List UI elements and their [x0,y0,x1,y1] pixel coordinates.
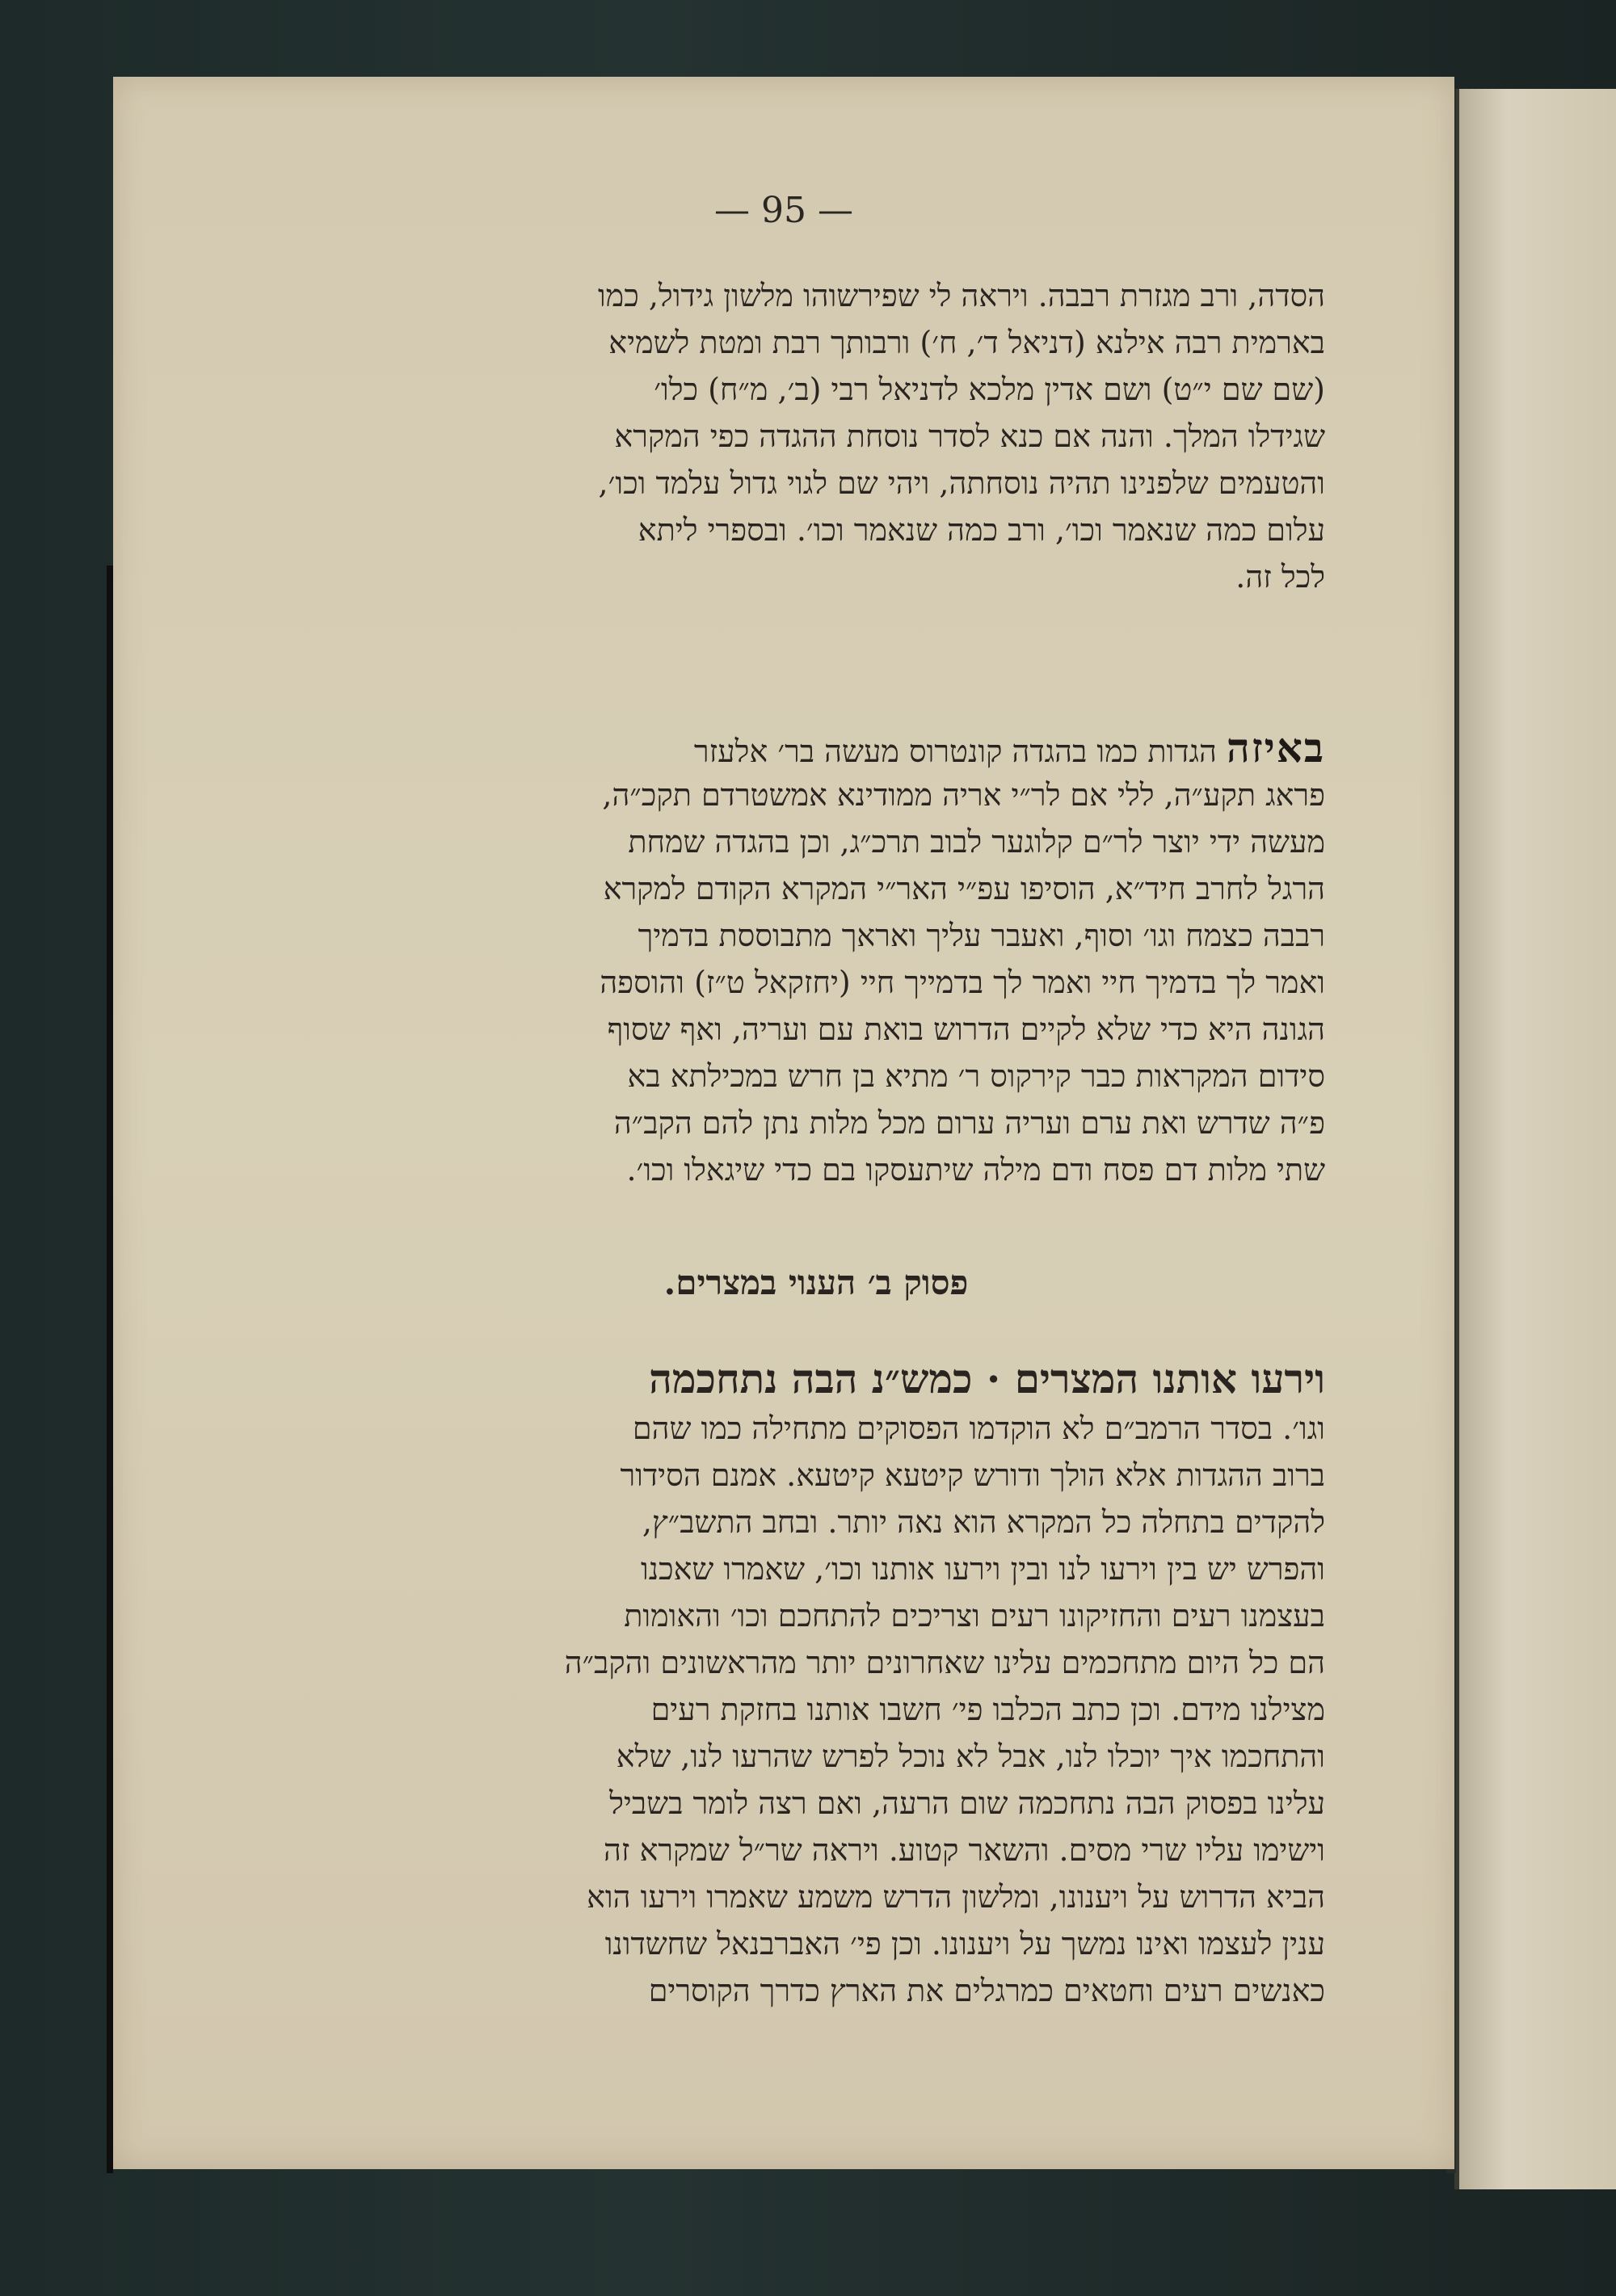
page-number: — 95 — [714,190,853,231]
text-line: פראג תקע״ה, ללי אם לר״י אריה ממודינא אמשטרדם תקכ״ה, [602,777,1325,813]
text-line: ענין לעצמו ואינו נמשך על ויענונו. וכן פי׳ האברבנאל שחשדונו [604,1926,1325,1962]
text-line: שגידלו המלך. והנה אם כנא לסדר נוסחת ההגדה כפי המקרא [614,418,1325,454]
text-line: סידום המקראות כבר קירקוס ר׳ מתיא בן חרש במכילתא בא [627,1058,1325,1094]
text-line: עלינו בפסוק הבה נתחכמה שום הרעה, ואם רצה לומר בשביל [609,1785,1325,1821]
text-line: וגו׳. בסדר הרמב״ם לא הוקדמו הפסוקים מתחילה כמו שהם [632,1411,1325,1446]
text-line: להקדים בתחלה כל המקרא הוא נאה יותר. ובחב התשב״ץ, [642,1504,1325,1540]
book-page [113,77,1454,2169]
page-shadow-edge [107,566,113,2173]
next-page-edge [1454,89,1616,2189]
paragraph-3 [307,1353,1325,2014]
text-line: וישימו עליו שרי מסים. והשאר קטוע. ויראה שר״ל שמקרא זה [604,1832,1325,1868]
text-line: מצילנו מידם. וכן כתב הכלבו פי׳ חשבו אותנו בחזקת רעים [650,1692,1325,1727]
text-line: (שם שם י״ט) ושם אדין מלכא לדניאל רבי (ב׳, מ״ח) כלו׳ [654,372,1325,407]
text-line: שתי מלות דם פסח ודם מילה שיתעסקו בם כדי שיגאלו וכו׳. [626,1152,1325,1188]
text-line: ברוב ההגדות אלא הולך ודורש קיטעא קיטעא. אמנם הסידור [620,1457,1325,1493]
text-line: והתחכמו איך יוכלו לנו, אבל לא נוכל לפרש שהרעו לנו, שלא [616,1739,1325,1774]
text-line: הגונה היא כדי שלא לקיים הדרוש בואת עם ועריה, ואף שסוף [607,1011,1325,1047]
text-line-rest: הגדות כמו בהגדה קונטרוס מעשה בר׳ אלעזר [693,734,1217,769]
paragraph-1 [307,272,1325,600]
text-line: ואמר לך בדמיך חיי ואמר לך בדמייך חיי (יחזקאל ט״ז) והוספה [600,965,1325,1000]
text-line: כאנשים רעים וחטאים כמרגלים את הארץ כדרך הקוסרים [648,1973,1325,2008]
text-line: עלום כמה שנאמר וכו׳, ורב כמה שנאמר וכו׳. ובספרי ליתא [638,512,1325,548]
paragraph-lead-line: וירעו אותנו המצרים · כמש״נ הבה נתחכמה [649,1355,1325,1402]
text-line: פ״ה שדרש ואת ערם ועריה ערום מכל מלות נתן להם הקב״ה [613,1105,1325,1141]
text-line: והטעמים שלפנינו תהיה נוסחתה, ויהי שם לגוי גדול עלמד וכו׳, [598,465,1325,501]
section-heading [307,1263,1325,1303]
paragraph-lead-word: באיזה [1226,725,1325,772]
text-line: מעשה ידי יוצר לר״ם קלוגער לבוב תרכ״ג, וכן בהגדה שמחת [628,824,1325,860]
text-line: והפרש יש בין וירעו לנו ובין וירעו אותנו וכו׳, שאמרו שאכנו [640,1551,1325,1587]
text-line: רבבה כצמח וגו׳ וסוף, ואעבר עליך ואראך מתבוססת בדמיך [638,918,1325,953]
text-line: הביא הדרוש על ויענונו, ומלשון הדרש משמע שאמרו וירעו הוא [587,1879,1325,1915]
text-line: הרגל לחרב חיד״א, הוסיפו עפ״י האר״י המקרא הקודם למקרא [603,871,1325,906]
paragraph-2 [307,725,1325,1193]
text-line: בעצמנו רעים והחזיקונו רעים וצריכים להתחכם וכו׳ והאומות [624,1598,1325,1634]
section-heading-text: פסוק ב׳ הענוי במצרים. [663,1263,969,1302]
text-line: בארמית רבה אילנא (דניאל ד׳, ח׳) ורבותך רבת ומטת לשמיא [608,325,1325,360]
text-line: הם כל היום מתחכמים עלינו שאחרונים יותר מהראשונים והקב״ה [564,1645,1325,1680]
text-line: הסדה, ורב מגזרת רבבה. ויראה לי שפירשוהו מלשון גידול, כמו [597,278,1325,313]
text-line: לכל זה. [1235,559,1325,595]
text-line [307,725,1325,772]
